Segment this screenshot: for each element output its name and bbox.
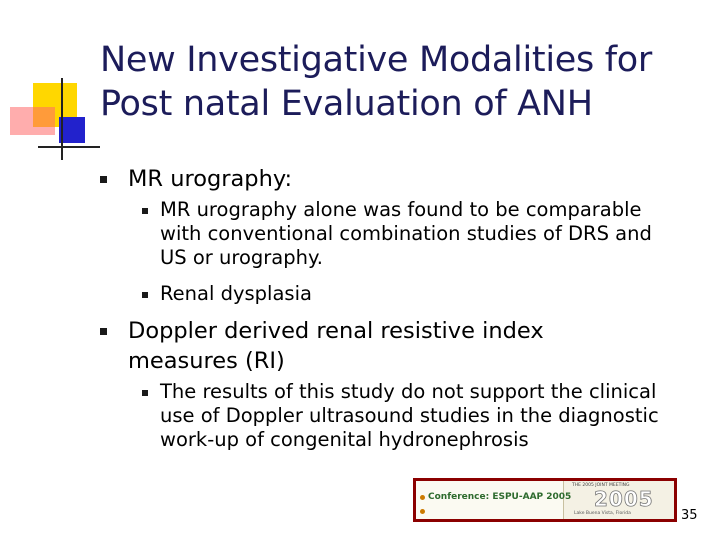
bullet-text: MR urography:	[128, 166, 293, 192]
bullet-mr-urography	[128, 164, 292, 194]
conference-logo-right	[566, 481, 674, 519]
conference-logo-left	[416, 481, 572, 519]
sub-bullet-marker	[142, 292, 148, 298]
page-number: 35	[681, 508, 698, 523]
title-line-2: Post natal Evaluation of ANH	[100, 84, 593, 124]
conference-sub-text: Lake Buena Vista, Florida	[574, 511, 631, 516]
conference-year: 2005	[594, 487, 654, 511]
bullet-marker	[100, 328, 107, 335]
conference-logo	[413, 478, 677, 522]
bullet-text: measures (RI)	[128, 348, 285, 374]
sub-bullet-text: Renal dysplasia	[160, 282, 312, 305]
sub-bullet-marker	[142, 208, 148, 214]
sub-bullet-text: The results of this study do not support the clinical	[160, 380, 657, 403]
sub-bullet-renal-dysplasia	[160, 282, 312, 306]
sub-bullet-marker	[142, 390, 148, 396]
sub-bullet-doppler-results	[160, 380, 659, 452]
bullet-text: Doppler derived renal resistive index	[128, 318, 544, 344]
sub-bullet-text: use of Doppler ultrasound studies in the diagnostic	[160, 404, 659, 427]
sub-bullet-comparable	[160, 198, 652, 270]
sub-bullet-text: work-up of congenital hydronephrosis	[160, 428, 529, 451]
sub-bullet-text: US or urography.	[160, 246, 323, 269]
title-line-1: New Investigative Modalities for	[100, 40, 652, 80]
logo-dot-icon	[420, 495, 425, 500]
sub-bullet-text: MR urography alone was found to be comparable	[160, 198, 642, 221]
logo-dot-icon	[420, 509, 425, 514]
sub-bullet-text: with conventional combination studies of DRS and	[160, 222, 652, 245]
conference-label: Conference: ESPU-AAP 2005	[428, 492, 572, 502]
conference-top-text: THE 2005 JOINT MEETING	[572, 483, 630, 488]
bullet-doppler	[128, 316, 544, 376]
conference-logo-inner	[416, 481, 674, 519]
bullet-marker	[100, 176, 107, 183]
